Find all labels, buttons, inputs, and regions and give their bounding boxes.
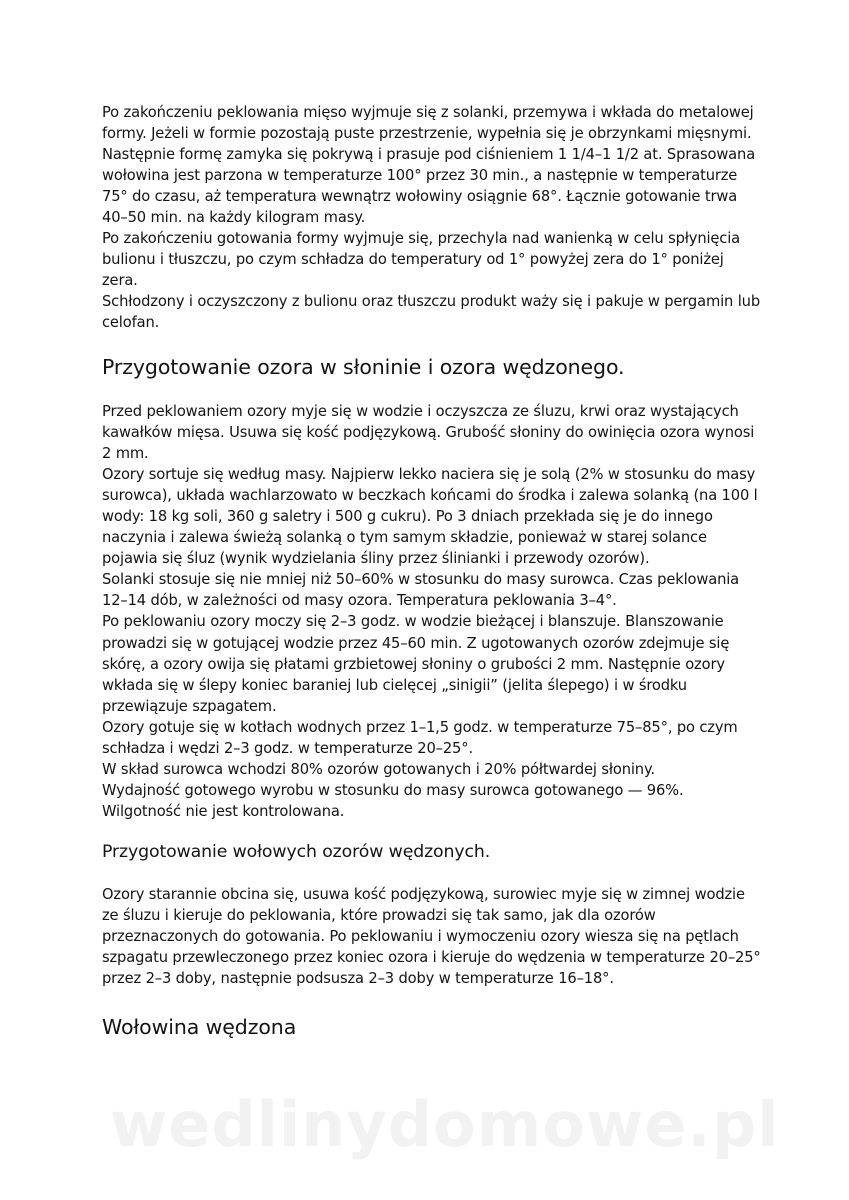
text-block-smoked-tongues — [102, 884, 762, 989]
paragraph: Solanki stosuje się nie mniej niż 50–60% w stosunku do masy surowca. Czas peklowania 12–14 dób, w zależności od masy ozora. Temperatura peklowania 3–4°. — [102, 571, 740, 610]
paragraph: Przed peklowaniem ozory myje się w wodzie i oczyszcza ze śluzu, krwi oraz wystających kawałków mięsa. Usuwa się kość podjęzykową. Grubość słoniny do owinięcia ozora wynosi 2 mm. — [102, 403, 755, 463]
paragraph: W skład surowca wchodzi 80% ozorów gotowanych i 20% półtwardej słoniny. — [102, 760, 655, 778]
text-block-tongue-in-bacon — [102, 401, 762, 822]
paragraph: Schłodzony i oczyszczony z bulionu oraz tłuszczu produkt waży się i pakuje w pergamin lub celofan. — [102, 293, 760, 332]
watermark: wedlinydomowe.pl — [110, 1088, 780, 1161]
section-heading: Wołowina wędzona — [102, 1015, 297, 1039]
paragraph: Ozory sortuje się według masy. Najpierw lekko naciera się je solą (2% w stosunku do masy surowca), układa wachlarzowato w beczkach końcami do środka i zalewa solanką (na 100 l wody: 18 kg soli, 360 g saletry i 500 g cukru). Po 3 dniach przekłada się je do innego naczynia i zalewa świeżą solanką o tym samym składzie, ponieważ w starej solance pojawia się śluz (wynik wydzielania śliny przez ślinianki i przewody ozorów). — [102, 466, 758, 568]
paragraph: Ozory gotuje się w kotłach wodnych przez 1–1,5 godz. w temperaturze 75–85°, po czym schładza i wędzi 2–3 godz. w temperaturze 20–25°. — [102, 718, 738, 757]
paragraph: Po peklowaniu ozory moczy się 2–3 godz. w wodzie bieżącej i blanszuje. Blanszowanie prowadzi się w gotującej wodzie przez 45–60 min. Z ugotowanych ozorów zdejmuje się skórę, a ozory owija się płatami grzbietowej słoniny o grubości 2 mm. Następnie ozory wkłada się w ślepy koniec baraniej lub cielęcej „sinigii” (jelita ślepego) i w środku przewiązuje szpagatem. — [102, 613, 730, 715]
paragraph: Ozory starannie obcina się, usuwa kość podjęzykową, surowiec myje się w zimnej wodzie ze śluzu i kieruje do peklowania, które prowadzi się tak samo, jak dla ozorów przeznaczonych do gotowania. Po peklowaniu i wymoczeniu ozory wiesza się na pętlach szpagatu przewleczonego przez koniec ozora i kieruje do wędzenia w temperaturze 20–25° przez 2–3 doby, następnie podsusza 2–3 doby w temperaturze 16–18°. — [102, 886, 761, 988]
text-block-beef-pressing — [102, 102, 762, 334]
paragraph: Wydajność gotowego wyrobu w stosunku do masy surowca gotowanego — 96%. — [102, 781, 684, 799]
section-heading: Przygotowanie ozora w słoninie i ozora wędzonego. — [102, 355, 625, 379]
paragraph: Po zakończeniu gotowania formy wyjmuje się, przechyla nad wanienką w celu spłynięcia bulionu i tłuszczu, po czym schładza do temperatury od 1° powyżej zera do 1° poniżej zera. — [102, 230, 741, 290]
paragraph: Po zakończeniu peklowania mięso wyjmuje się z solanki, przemywa i wkłada do metalowej formy. Jeżeli w formie pozostają puste przestrzenie, wypełnia się je obrzynkami mięsnymi. Następnie formę zamyka się pokrywą i prasuje pod ciśnieniem 1 1/4–1 1/2 at. Sprasowana wołowina jest parzona w temperaturze 100° przez 30 min., a następnie w temperaturze 75° do czasu, aż temperatura wewnątrz wołowiny osiągnie 68°. Łącznie gotowanie trwa 40–50 min. na każdy kilogram masy. — [102, 104, 756, 227]
section-heading: Przygotowanie wołowych ozorów wędzonych. — [102, 842, 491, 862]
paragraph: Wilgotność nie jest kontrolowana. — [102, 802, 345, 820]
